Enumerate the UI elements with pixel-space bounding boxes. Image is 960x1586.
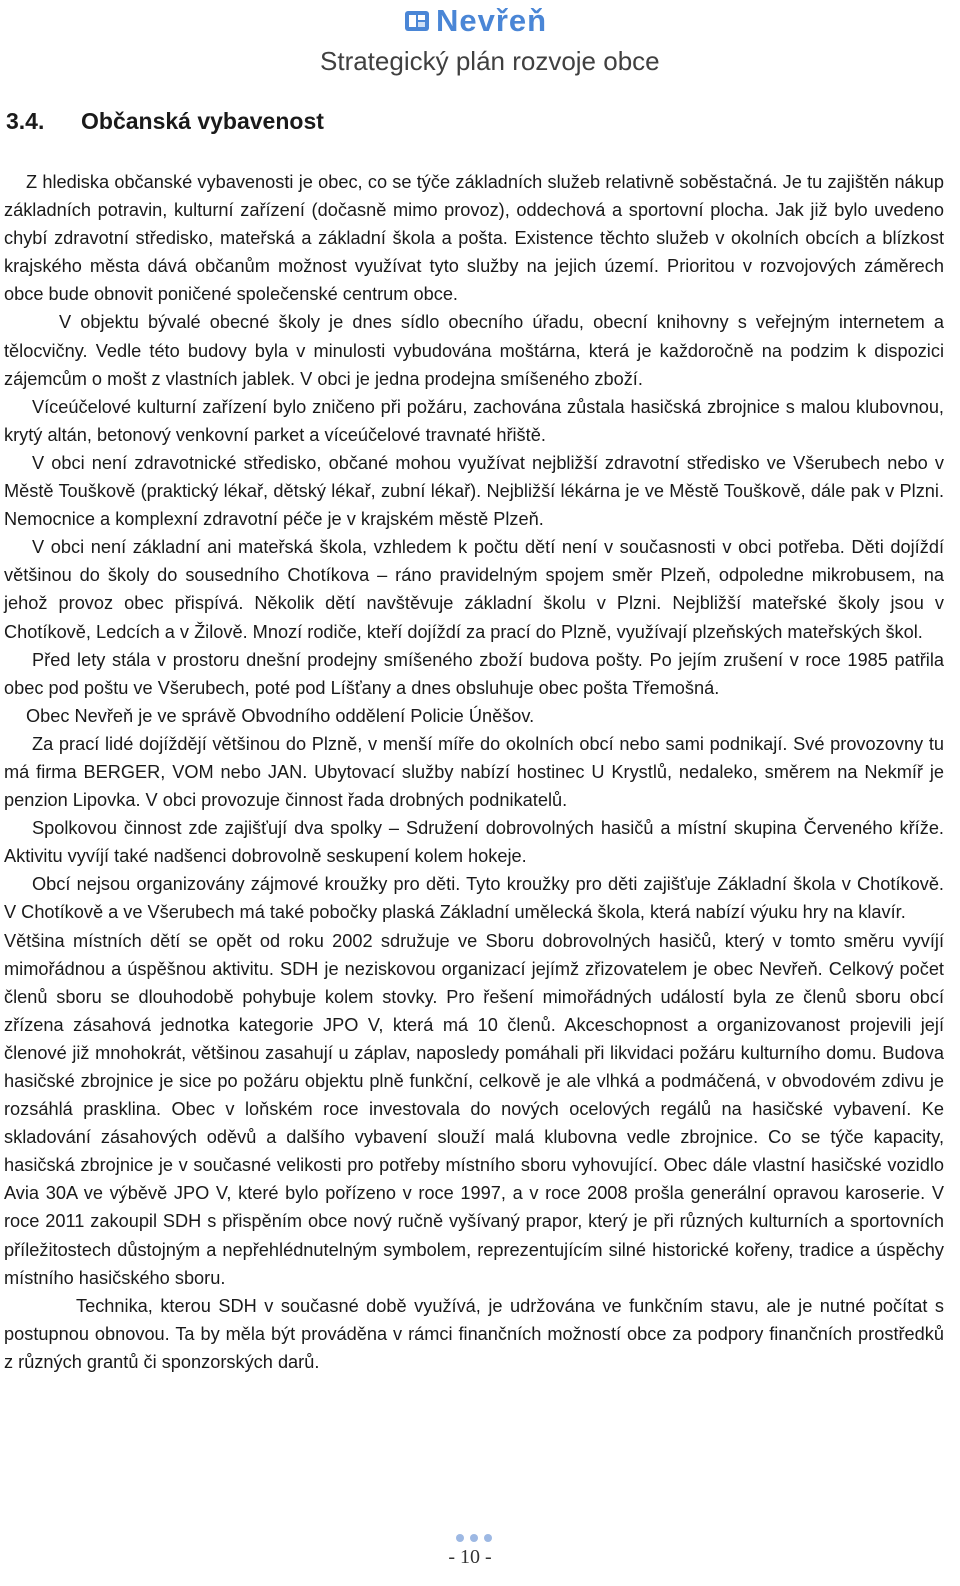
- footer-dot-icon: [470, 1534, 478, 1542]
- section-number: 3.4.: [6, 108, 45, 134]
- paragraph-culture: Víceúčelové kulturní zařízení bylo zničeno při požáru, zachována zůstala hasičská zbrojnice s malou klubovnou, krytý altán, betonový venkovní parket a víceúčelové travnaté hřiště.: [4, 396, 944, 445]
- document-subtitle: Strategický plán rozvoje obce: [320, 46, 660, 76]
- paragraph-intro: Z hlediska občanské vybavenosti je obec, co se týče základních služeb relativně soběstačná. Je tu zajištěn nákup základních potravin, kulturní zařízení (dočasně mimo provoz), oddechová a sportovní plocha. Jak již bylo uvedeno chybí zdravotní středisko, mateřská a základní škola a pošta. Existence těchto služeb v okolních obcích a blízkost krajského města dává občanům možnost využívat tyto služby na jejich území. Prioritou v rozvojových záměrech obce bude obnovit poničené společenské centrum obce.: [4, 172, 944, 305]
- page-footer: [0, 1534, 960, 1586]
- paragraph-post: Před lety stála v prostoru dnešní prodejny smíšeného zboží budova pošty. Po jejím zrušení v roce 1985 patřila obec pod poštu ve Všerubech, poté pod Líšťany a dnes obsluhuje obec pošta Třemošná.: [4, 649, 944, 698]
- logo-emblem-icon: [404, 8, 430, 34]
- paragraph-firefighters: Většina místních dětí se opět od roku 2002 sdružuje ve Sboru dobrovolných hasičů, který v tomto směru vyvíjí mimořádnou a úspěšnou aktivitu. SDH je neziskovou organizací jejímž zřizovatelem je obec Nevřeň. Celkový počet členů sboru se dlouhodobě pohybuje kolem stovky. Pro řešení mimořádných událostí byla ze členů sboru obcí zřízena zásahová jednotka kategorie JPO V, která má 10 členů. Akceschopnost a organizovanost projevili její členové již mnohokrát, většinou zasahují u záplav, naposledy pomáhali při likvidaci požáru kulturního domu. Budova hasičské zbrojnice je sice po požáru objektu plně funkční, celkově je ale vlhká a podmáčená, v obvodovém zdivu je rozsáhlá prasklina. Obec v loňském roce investovala do nových ocelových regálů na hasičské vybavení. Ke skladování zásahových oděvů a dalšího vybavení slouží malá klubovna vedle zbrojnice. Co se týče kapacity, hasičská zbrojnice je v současné velikosti pro potřeby místního sboru vyhovující. Obec dále vlastní hasičské vozidlo Avia 30A ve výběvě JPO V, které bylo pořízeno v roce 1997, a v roce 2008 prošla generální opravou karoserie. V roce 2011 zakoupil SDH s přispěním obce nový ručně vyšívaný prapor, který je při různých kulturních a sportovních příležitostech důstojným a nepřehlédnutelným symbolem, reprezentujícím silné historické kořeny, tradice a úspěchy místního hasičského sboru.: [4, 930, 944, 1288]
- section-heading: [6, 108, 324, 135]
- footer-dot-icon: [484, 1534, 492, 1542]
- footer-dots: [456, 1534, 492, 1542]
- paragraph-school-building: V objektu bývalé obecné školy je dnes sídlo obecního úřadu, obecní knihovny s veřejným internetem a tělocvičny. Vedle této budovy byla v minulosti vybudována moštárna, která je každoročně na podzim k dispozici zájemcům o mošt z vlastních jablek. V obci je jedna prodejna smíšeného zboží.: [4, 312, 944, 389]
- footer-dot-icon: [456, 1534, 464, 1542]
- section-title: Občanská vybavenost: [81, 108, 324, 134]
- page-header: [0, 0, 960, 80]
- paragraph-associations: Spolkovou činnost zde zajišťují dva spolky – Sdružení dobrovolných hasičů a místní skupina Červeného kříže. Aktivitu vyvíjí také nadšenci dobrovolně seskupení kolem hokeje.: [4, 818, 944, 867]
- paragraph-work: Za prací lidé dojíždějí většinou do Plzně, v menší míře do okolních obcí nebo sami podnikají. Své provozovny tu má firma BERGER, VOM nebo JAN. Ubytovací služby nabízí hostinec U Krystlů, nedaleko, směrem na Nekmíř je penzion Lipovka. V obci provozuje činnost řada drobných podnikatelů.: [4, 733, 944, 811]
- paragraph-police: Obec Nevřeň je ve správě Obvodního oddělení Policie Úněšov.: [26, 705, 535, 726]
- logo-text: Nevřeň: [436, 3, 548, 38]
- municipality-logo: [404, 4, 547, 38]
- page-number: - 10 -: [448, 1546, 492, 1568]
- paragraph-clubs: Obcí nejsou organizovány zájmové kroužky pro děti. Tyto kroužky pro děti zajišťuje Základní škola v Chotíkově. V Chotíkově a ve Všerubech má také pobočky plaská Základní umělecká škola, která nabízí výuku hry na klavír.: [4, 874, 944, 923]
- paragraph-schools: V obci není základní ani mateřská škola, vzhledem k počtu dětí není v současnosti v obci potřeba. Děti dojíždí většinou do školy do sousedního Chotíkova – ráno pravidelným spojem směr Plzeň, odpoledne mikrobusem, na jehož provoz obec přispívá. Několik dětí navštěvuje základní školu v Plzni. Nejbližší mateřské školy jsou v Chotíkově, Ledcích a v Žilově. Mnozí rodiče, kteří dojíždí za prací do Plzně, využívají plzeňských mateřských škol.: [4, 537, 944, 642]
- document-body: [4, 168, 944, 1376]
- paragraph-health: V obci není zdravotnické středisko, občané mohou využívat nejbližší zdravotní středisko ve Všerubech nebo v Městě Touškově (praktický lékař, dětský lékař, zubní lékař). Nejbližší lékárna je ve Městě Touškově, dále pak v Plzni. Nemocnice a komplexní zdravotní péče je v krajském městě Plzeň.: [4, 452, 944, 530]
- paragraph-equipment: Technika, kterou SDH v současné době využívá, je udržována ve funkčním stavu, ale je nutné počítat s postupnou obnovou. Ta by měla být prováděna v rámci finančních možností obce za podpory finančních prostředků z různých grantů či sponzorských darů.: [4, 1295, 944, 1372]
